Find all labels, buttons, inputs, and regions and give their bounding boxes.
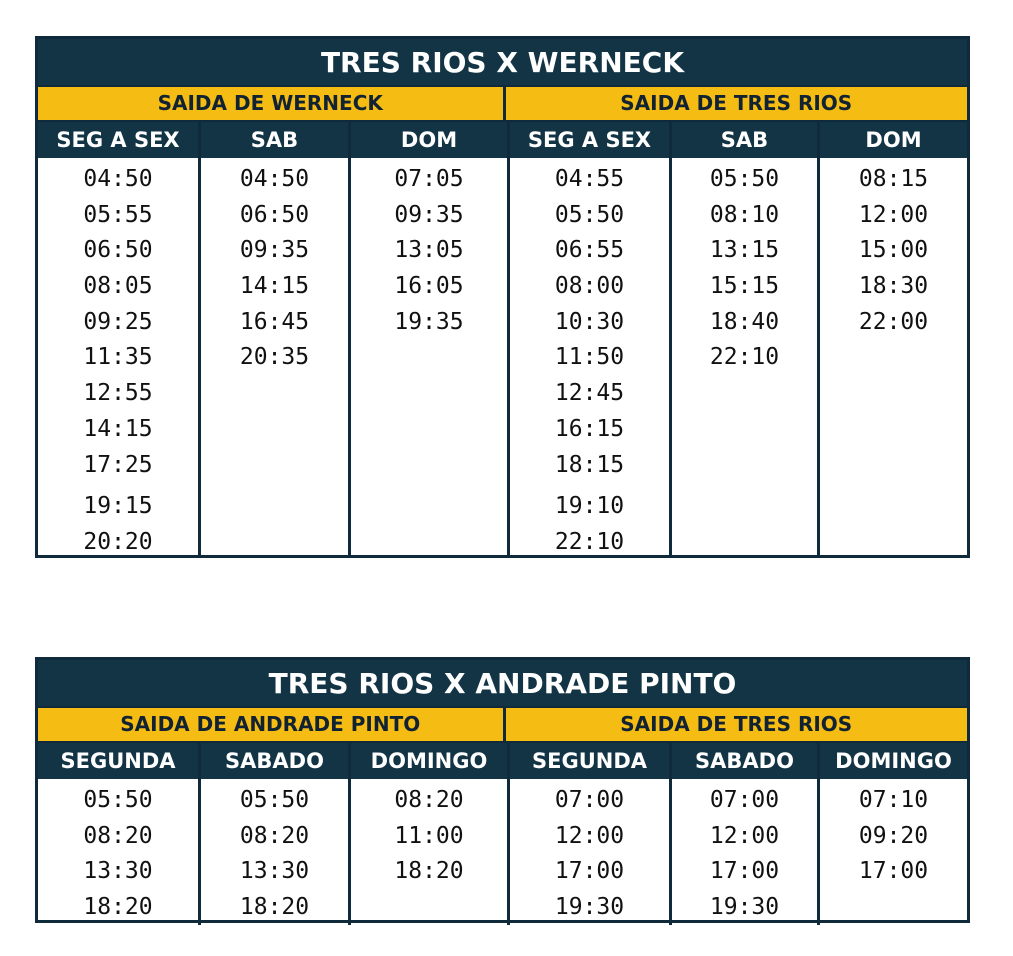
schedule-table-werneck: [35, 36, 970, 558]
departure-time: 19:15: [83, 493, 153, 520]
departure-time: 18:30: [858, 273, 929, 300]
departure-time: 14:15: [239, 273, 310, 300]
column-header: DOM: [348, 122, 507, 158]
departure-time: 05:50: [554, 201, 625, 228]
time-column: [817, 158, 967, 555]
departure-time: 05:55: [83, 201, 153, 228]
departure-time: 09:35: [239, 237, 310, 264]
departure-time: 07:00: [709, 787, 780, 813]
departure-time: 16:05: [394, 273, 464, 300]
table-title: TRES RIOS X WERNECK: [38, 39, 967, 87]
time-column: [507, 779, 669, 925]
time-column: [348, 158, 507, 555]
departure-time: 08:00: [554, 273, 625, 300]
column-header: SAB: [198, 122, 348, 158]
departure-time: 17:00: [709, 858, 780, 885]
departure-time: 08:20: [394, 787, 464, 813]
column-header: SEG A SEX: [38, 122, 198, 158]
departure-time: 19:10: [554, 493, 625, 520]
departure-time: 13:30: [83, 858, 153, 885]
column-header: SEGUNDA: [38, 743, 198, 779]
departure-time: 19:30: [709, 894, 780, 921]
departure-time: 05:50: [83, 787, 153, 813]
departure-time: 04:55: [554, 166, 625, 192]
departure-time: 17:00: [554, 858, 625, 885]
column-header: DOMINGO: [817, 743, 967, 779]
departure-time: 12:45: [554, 380, 625, 407]
departure-time: 09:20: [858, 822, 929, 849]
departure-time: 10:30: [554, 308, 625, 335]
departure-time: 09:25: [83, 308, 153, 335]
departure-time: 16:15: [554, 415, 625, 442]
departure-time: 18:15: [554, 451, 625, 478]
table-body: [38, 779, 967, 925]
departure-time: 18:20: [394, 858, 464, 885]
departure-time: 04:50: [239, 166, 310, 192]
time-column: [669, 779, 817, 925]
departure-time: 15:15: [709, 273, 780, 300]
section-header-left: SAIDA DE WERNECK: [38, 87, 503, 120]
column-header: SEGUNDA: [507, 743, 669, 779]
section-header-right: SAIDA DE TRES RIOS: [503, 87, 968, 120]
departure-time: 05:50: [709, 166, 780, 192]
departure-time: 06:55: [554, 237, 625, 264]
time-column: [817, 779, 967, 925]
time-column: [38, 158, 198, 555]
departure-time: 22:00: [858, 308, 929, 335]
departure-time: 09:35: [394, 201, 464, 228]
column-header: SAB: [669, 122, 817, 158]
column-header: SABADO: [669, 743, 817, 779]
section-header-left: SAIDA DE ANDRADE PINTO: [38, 708, 503, 741]
departure-time: 13:05: [394, 237, 464, 264]
schedule-table-andrade-pinto: [35, 657, 970, 923]
section-header-row: [38, 708, 967, 743]
departure-time: 04:50: [83, 166, 153, 192]
departure-time: 05:50: [239, 787, 310, 813]
departure-time: 08:20: [239, 822, 310, 849]
departure-time: 06:50: [83, 237, 153, 264]
time-column: [198, 779, 348, 925]
departure-time: 13:15: [709, 237, 780, 264]
column-header-row: [38, 122, 967, 158]
time-column: [669, 158, 817, 555]
departure-time: 12:00: [554, 822, 625, 849]
departure-time: 11:50: [554, 344, 625, 371]
departure-time: 17:25: [83, 451, 153, 478]
departure-time: 14:15: [83, 415, 153, 442]
departure-time: 08:15: [858, 166, 929, 192]
column-header: SABADO: [198, 743, 348, 779]
section-header-row: [38, 87, 967, 122]
time-column: [507, 158, 669, 555]
table-body: [38, 158, 967, 555]
departure-time: 12:55: [83, 380, 153, 407]
column-header: DOMINGO: [348, 743, 507, 779]
departure-time: 11:35: [83, 344, 153, 371]
departure-time: 13:30: [239, 858, 310, 885]
section-header-right: SAIDA DE TRES RIOS: [503, 708, 968, 741]
departure-time: 12:00: [858, 201, 929, 228]
time-column: [38, 779, 198, 925]
time-column: [348, 779, 507, 925]
departure-time: 20:35: [239, 344, 310, 371]
departure-time: 12:00: [709, 822, 780, 849]
time-column: [198, 158, 348, 555]
departure-time: 16:45: [239, 308, 310, 335]
departure-time: 08:20: [83, 822, 153, 849]
column-header: SEG A SEX: [507, 122, 669, 158]
column-header-row: [38, 743, 967, 779]
departure-time: 07:00: [554, 787, 625, 813]
departure-time: 20:20: [83, 528, 153, 555]
departure-time: 07:10: [858, 787, 929, 813]
column-header: DOM: [817, 122, 967, 158]
departure-time: 11:00: [394, 822, 464, 849]
departure-time: 22:10: [554, 528, 625, 555]
departure-time: 18:20: [239, 894, 310, 921]
departure-time: 17:00: [858, 858, 929, 885]
departure-time: 15:00: [858, 237, 929, 264]
departure-time: 08:10: [709, 201, 780, 228]
departure-time: 19:35: [394, 308, 464, 335]
departure-time: 19:30: [554, 894, 625, 921]
departure-time: 18:40: [709, 308, 780, 335]
departure-time: 07:05: [394, 166, 464, 192]
departure-time: 06:50: [239, 201, 310, 228]
table-title: TRES RIOS X ANDRADE PINTO: [38, 660, 967, 708]
departure-time: 22:10: [709, 344, 780, 371]
departure-time: 08:05: [83, 273, 153, 300]
departure-time: 18:20: [83, 894, 153, 921]
